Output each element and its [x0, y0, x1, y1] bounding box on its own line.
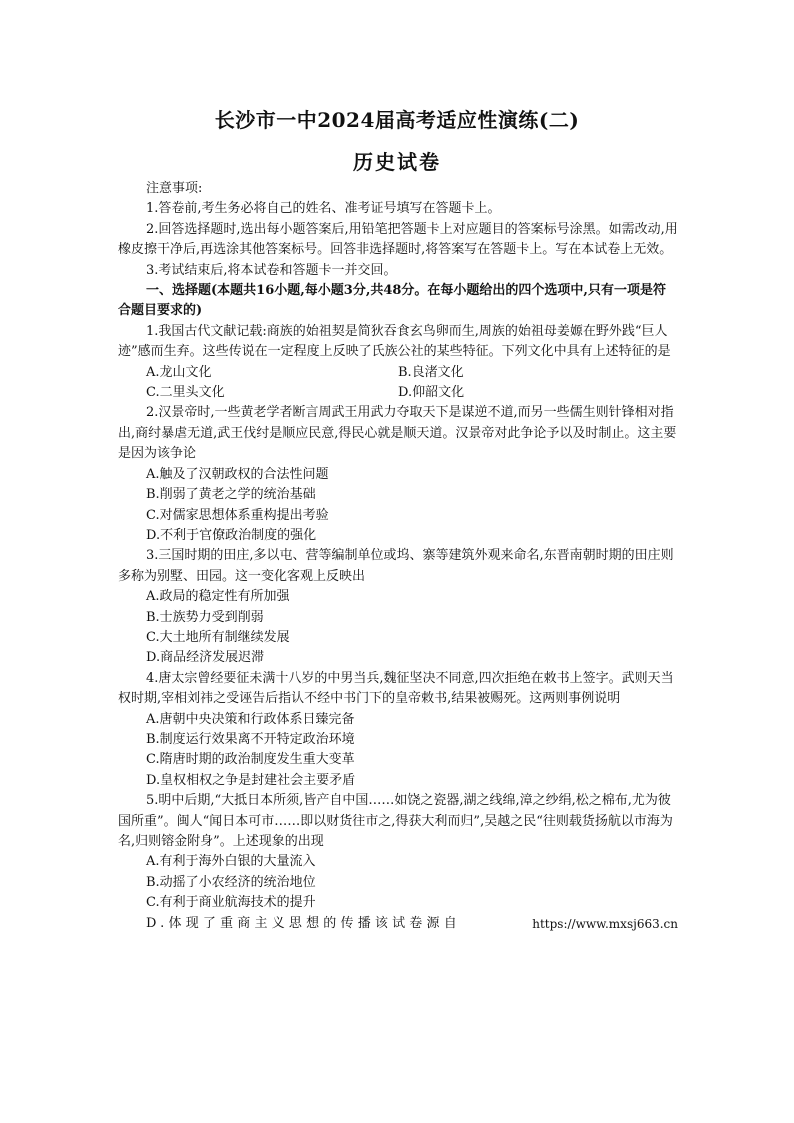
option-c: C.隋唐时期的政治制度发生重大变革 [146, 752, 355, 768]
option-a: A.有利于海外白银的大量流入 [146, 854, 316, 870]
option-c: C.对儒家思想体系重构提出考验 [146, 507, 329, 523]
option-d: D.皇权相权之争是封建社会主要矛盾 [146, 772, 356, 788]
option-a: A.触及了汉朝政权的合法性问题 [146, 466, 329, 482]
question-stem: 4.唐太宗曾经要征未满十八岁的中男当兵,魏征坚决不同意,四次拒绝在敕书上签字。武则天当权时期,宰相刘祎之受诬告后指认不经中书门下的皇帝敕书,结果被赐死。这两则事例说明 [118, 670, 674, 707]
option-d: D.体现了重商主义思想的传播该试卷源自 [146, 915, 461, 931]
question-stem: 1.我国古代文献记载:商族的始祖契是简狄吞食玄鸟卵而生,周族的始祖母姜嫄在野外践“巨人迹”感而生弃。这些传说在一定程度上反映了氏族公社的某些特征。下列文化中具有上述特征的是 [118, 323, 671, 360]
question-stem: 2.汉景帝时,一些黄老学者断言周武王用武力夺取天下是谋逆不道,而另一些儒生则针锋相对指出,商纣暴虐无道,武王伐纣是顺应民意,得民心就是顺天道。汉景帝对此争论予以及时制止。这主要是因为该争论 [118, 405, 677, 462]
option-b: B.制度运行效果离不开特定政治环境 [146, 731, 355, 747]
source-url[interactable]: https://www.mxsj663.cn [532, 916, 678, 931]
section-heading: 一、选择题(本题共16小题,每小题3分,共48分。在每小题给出的四个选项中,只有一项是符合题目要求的) [118, 283, 666, 319]
notice-item: 1.答卷前,考生务必将自己的姓名、准考证号填写在答题卡上。 [146, 201, 501, 217]
option-b: B.削弱了黄老之学的统治基础 [146, 487, 316, 503]
option-d: D.仰韶文化 [398, 385, 465, 401]
option-b: B.士族势力受到削弱 [146, 609, 264, 625]
option-b: B.良渚文化 [398, 364, 464, 380]
option-b: B.动摇了小农经济的统治地位 [146, 874, 316, 890]
question-stem: 3.三国时期的田庄,多以屯、营等编制单位或坞、寨等建筑外观来命名,东晋南朝时期的田庄则多称为别墅、田园。这一变化客观上反映出 [118, 548, 674, 584]
option-row [118, 383, 678, 403]
page-title: 长沙市一中2024届高考适应性演练(二) [214, 108, 580, 132]
option-c: C.大土地所有制继续发展 [146, 629, 290, 645]
option-c: C.二里头文化 [146, 385, 225, 401]
notice-item: 3.考试结束后,将本试卷和答题卡一并交回。 [146, 262, 397, 278]
option-row [118, 363, 678, 383]
option-row [118, 914, 678, 934]
option-a: A.唐朝中央决策和行政体系日臻完备 [146, 711, 355, 727]
notice-heading: 注意事项: [146, 181, 203, 196]
option-d: D.不利于官僚政治制度的强化 [146, 527, 317, 543]
option-a: A.政局的稳定性有所加强 [146, 589, 290, 605]
page-subtitle: 历史试卷 [353, 150, 441, 174]
exam-body [118, 179, 678, 934]
notice-item: 2.回答选择题时,选出每小题答案后,用铅笔把答题卡上对应题目的答案标号涂黑。如需改动,用橡皮擦干净后,再选涂其他答案标号。回答非选择题时,将答案写在答题卡上。写在本试卷上无效。 [118, 221, 678, 258]
question-stem: 5.明中后期,“大抵日本所须,皆产自中国……如饶之瓷器,湖之线绵,漳之纱绢,松之棉布,尤为彼国所重”。闽人“闻日本可市……即以财货往市之,得获大利而归”,吴越之民“往则载货扬航以市海为名,归则镕金附身”。上述现象的出现 [118, 793, 673, 849]
option-c: C.有利于商业航海技术的提升 [146, 895, 316, 911]
option-a: A.龙山文化 [146, 364, 212, 380]
option-d: D.商品经济发展迟滞 [146, 650, 265, 666]
